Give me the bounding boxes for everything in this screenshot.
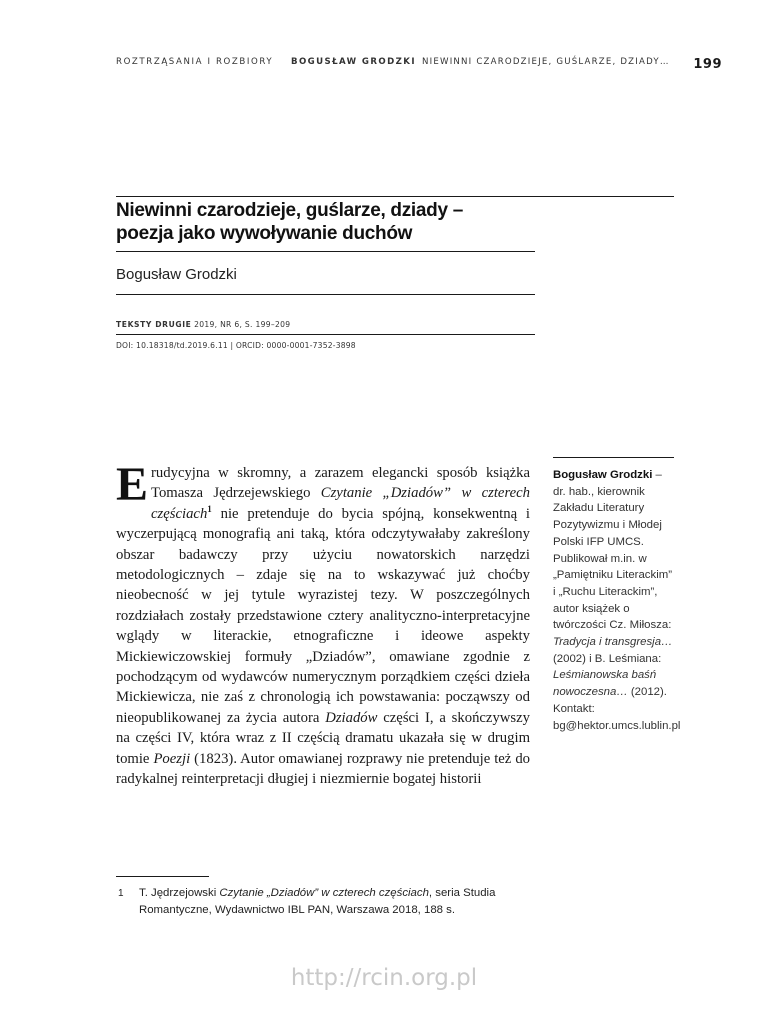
bio-text: – dr. hab., kierownik Zakładu Literatury Pozytywizmu i Młodej Polski IFP UMCS. Publikował m.in. w „Pamiętniku Literackim” i „Ruchu Literackim”, autor książek o twórczości Cz. Miłosza: [553,469,673,632]
footnote-ref[interactable]: 1 [207,503,212,514]
cited-book-title: Czytanie „Dziadów” w czterech częściach [151,485,530,522]
journal-rule [116,334,535,335]
body-text-run: nie pretenduje do bycia spójną, konsekwentną i wyczerpującą monografią ani taką, która odczytywałaby zakreślony obszar badawczy przy użyciu nowatorskich narzędzi metodologicznych – zdaje się na to wskazywać już choćby nieobecność w jej tytule wyrazistej tezy. W poszczególnych rozdziałach zostały przedstawione cztery analityczno-interpretacyjne wglądy w literackie, etnograficzne i ideowe aspekty Mickiewiczowskiej formuły „Dziadów”, omawiane zgodnie z pochodzącym od wydawców numerycznym porządkiem części dzieła Mickiewicza, nie zaś z chronologią ich powstawania: począwszy od nieopublikowanej za życia autora [116,505,530,726]
doi-orcid: DOI: 10.18318/td.2019.6.11 | ORCID: 0000-0001-7352-3898 [116,341,356,350]
footnote [116,885,536,919]
header-section: ROZTRZĄSANIA I ROZBIORY [116,57,274,67]
watermark: http://rcin.org.pl [290,965,478,991]
body-text-run: części I, a skończywszy na części IV, która wraz z II częścią dramatu ukazała się w drugim tomie [116,709,530,767]
footnote-text [139,885,536,919]
bio-book-title: Leśmianowska baśń nowoczesna… [553,669,657,699]
bio-book-title: Tradycja i transgresja… [553,636,673,649]
article-title [116,199,536,245]
journal-details: 2019, NR 6, S. 199–209 [191,320,291,329]
bio-text: (2012). Kontakt: bg@hektor.umcs.lublin.pl [553,686,681,732]
running-header [116,55,722,71]
bio-rule [553,457,674,458]
cited-title: Dziadów [325,709,378,726]
cited-title: Poezji [153,750,191,767]
page-number: 199 [693,57,722,72]
drop-cap: E [116,458,149,511]
footnote-number: 1 [118,888,124,899]
body-paragraph [116,458,531,790]
article-title-line1: Niewinni czarodzieje, guślarze, dziady – [116,200,463,221]
journal-citation [116,320,290,329]
article-author: Bogusław Grodzki [116,266,237,283]
author-rule [116,294,535,295]
author-bio [553,467,681,734]
article-body [116,458,531,790]
footnote-text-run: , seria Studia Romantyczne, Wydawnictwo IBL PAN, Warszawa 2018, 188 s. [139,887,496,916]
header-article-title: NIEWINNI CZARODZIEJE, GUŚLARZE, DZIADY… [422,57,670,67]
bio-text: (2002) i B. Leśmiana: [553,652,662,665]
journal-name: TEKSTY DRUGIE [116,320,192,329]
header-author: BOGUSŁAW GRODZKI [291,57,416,67]
title-top-rule [116,196,674,197]
title-bottom-rule [116,251,535,252]
body-text-run: rudycyjna w skromny, a zarazem elegancki sposób książka Tomasza Jędrzejewskiego [151,465,530,502]
body-text-run: (1823). Autor omawianej rozprawy nie pretenduje też do radykalnej reinterpretacji długiej i niezmiernie bogatej historii [116,750,531,788]
article-title-line2: poezja jako wywoływanie duchów [116,223,413,244]
bio-name: Bogusław Grodzki [553,469,653,481]
footnote-book-title: Czytanie „Dziadów” w czterech częściach [219,887,429,899]
footnote-rule [116,876,209,877]
footnote-text-run: T. Jędrzejowski [139,887,220,899]
